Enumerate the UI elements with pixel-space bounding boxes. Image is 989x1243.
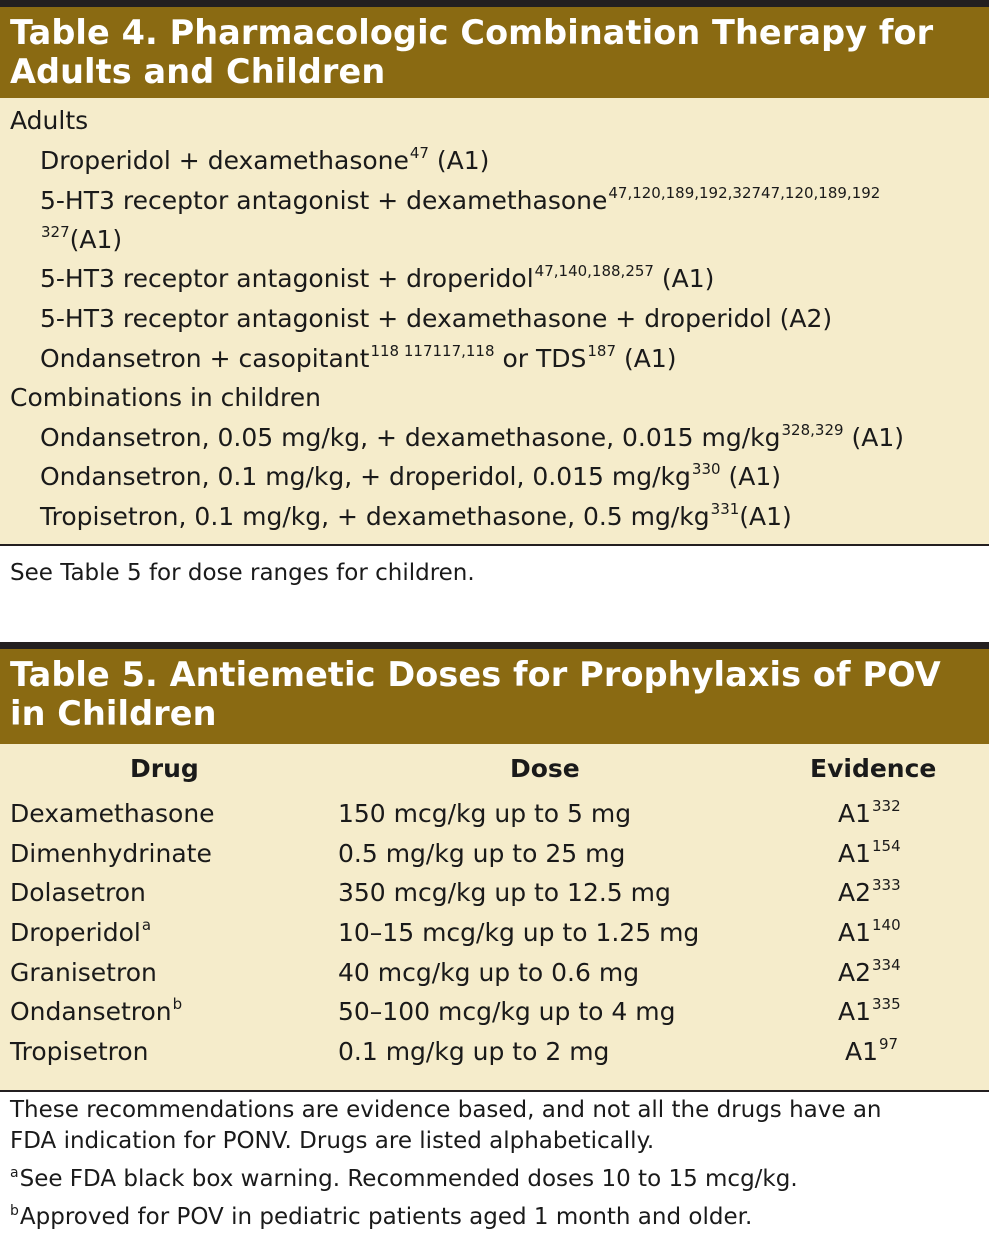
table-row-dose: 0.1 mg/kg up to 2 mg <box>338 1037 610 1066</box>
table-row-evidence: $A1^{154}$ <box>838 837 901 868</box>
adult-combination-1: Droperidol + dexamethasone$^{47}$ (A1) <box>40 144 490 175</box>
adult-combination-3: 5-HT3 receptor antagonist + droperidol$^{47,140,188,257}$ (A1) <box>40 262 715 293</box>
column-header-evidence: Evidence <box>810 754 937 783</box>
children-heading: Combinations in children <box>10 383 321 412</box>
table-row-dose: 50–100 mcg/kg up to 4 mg <box>338 997 676 1026</box>
table-row-evidence: $A2^{333}$ <box>838 876 901 907</box>
child-combination-2: Ondansetron, 0.1 mg/kg, + droperidol, 0.015 $mg/kg^{330}$ (A1) <box>40 460 782 491</box>
footnote-b: $^b$Approved for POV in pediatric patients aged 1 month and older. <box>10 1203 753 1230</box>
table-row-evidence: $A1^{332}$ <box>838 797 901 828</box>
column-header-drug: Drug <box>130 754 199 783</box>
adult-combination-2-cont: $^{327}$(A1) <box>41 223 123 254</box>
table-row-dose: 0.5 mg/kg up to 25 mg <box>338 839 626 868</box>
table-row-dose: 350 mcg/kg up to 12.5 mg <box>338 878 671 907</box>
table4-title: Table 4. Pharmacologic Combination Therapy for Adults and Children <box>0 7 989 98</box>
table4-bottom-rule <box>0 544 989 546</box>
table-row-drug: Tropisetron <box>10 1037 149 1066</box>
column-header-dose: Dose <box>510 754 580 783</box>
table-row-drug: Granisetron <box>10 958 157 987</box>
table5-title: Table 5. Antiemetic Doses for Prophylaxis of POV in Children <box>0 649 989 744</box>
table-row-evidence: $A1^{335}$ <box>838 995 901 1026</box>
table5-bottom-rule <box>0 1090 989 1092</box>
table-row-dose: 150 mcg/kg up to 5 mg <box>338 799 632 828</box>
table-row-drug: Droperidol$^a$ <box>10 916 152 947</box>
table-row-evidence: $A1^{97}$ <box>845 1035 899 1066</box>
footnote-a: $^a$See FDA black box warning. Recommended doses 10 to 15 mcg/kg. <box>10 1165 798 1192</box>
table4-footnote: See Table 5 for dose ranges for children. <box>10 560 475 586</box>
adult-combination-4: 5-HT3 receptor antagonist + dexamethasone + droperidol (A2) <box>40 304 833 333</box>
adults-heading: Adults <box>10 106 89 135</box>
table-row-drug: Ondansetron$^b$ <box>10 995 183 1026</box>
table-row-drug: Dexamethasone <box>10 799 215 828</box>
table-row-dose: 40 mcg/kg up to 0.6 mg <box>338 958 640 987</box>
adult-combination-2: 5-HT3 receptor antagonist + dexamethasone$^{47,120,189,192,32747,120,189,192}$ <box>40 184 881 215</box>
table-row-drug: Dolasetron <box>10 878 146 907</box>
table4-top-rule <box>0 0 989 7</box>
child-combination-3: Tropisetron, 0.1 mg/kg, + dexamethasone, 0.5 $mg/kg^{331}(A1)$ <box>40 500 792 531</box>
adult-combination-5: Ondansetron + casopitant$^{118 117117,118}$ or TDS$^{187}$ (A1) <box>40 342 677 373</box>
table-row-drug: Dimenhydrinate <box>10 839 212 868</box>
table5-note-line2: FDA indication for PONV. Drugs are listed alphabetically. <box>10 1128 655 1154</box>
table-row-evidence: $A1^{140}$ <box>838 916 901 947</box>
table-row-evidence: $A2^{334}$ <box>838 956 901 987</box>
child-combination-1: Ondansetron, 0.05 mg/kg, + dexamethasone, 0.015 mg/kg$^{328,329}$ (A1) <box>40 421 904 452</box>
table-row-dose: 10–15 mcg/kg up to 1.25 mg <box>338 918 700 947</box>
table5-top-rule <box>0 642 989 649</box>
table5-note-line1: These recommendations are evidence based, and not all the drugs have an <box>10 1097 882 1123</box>
